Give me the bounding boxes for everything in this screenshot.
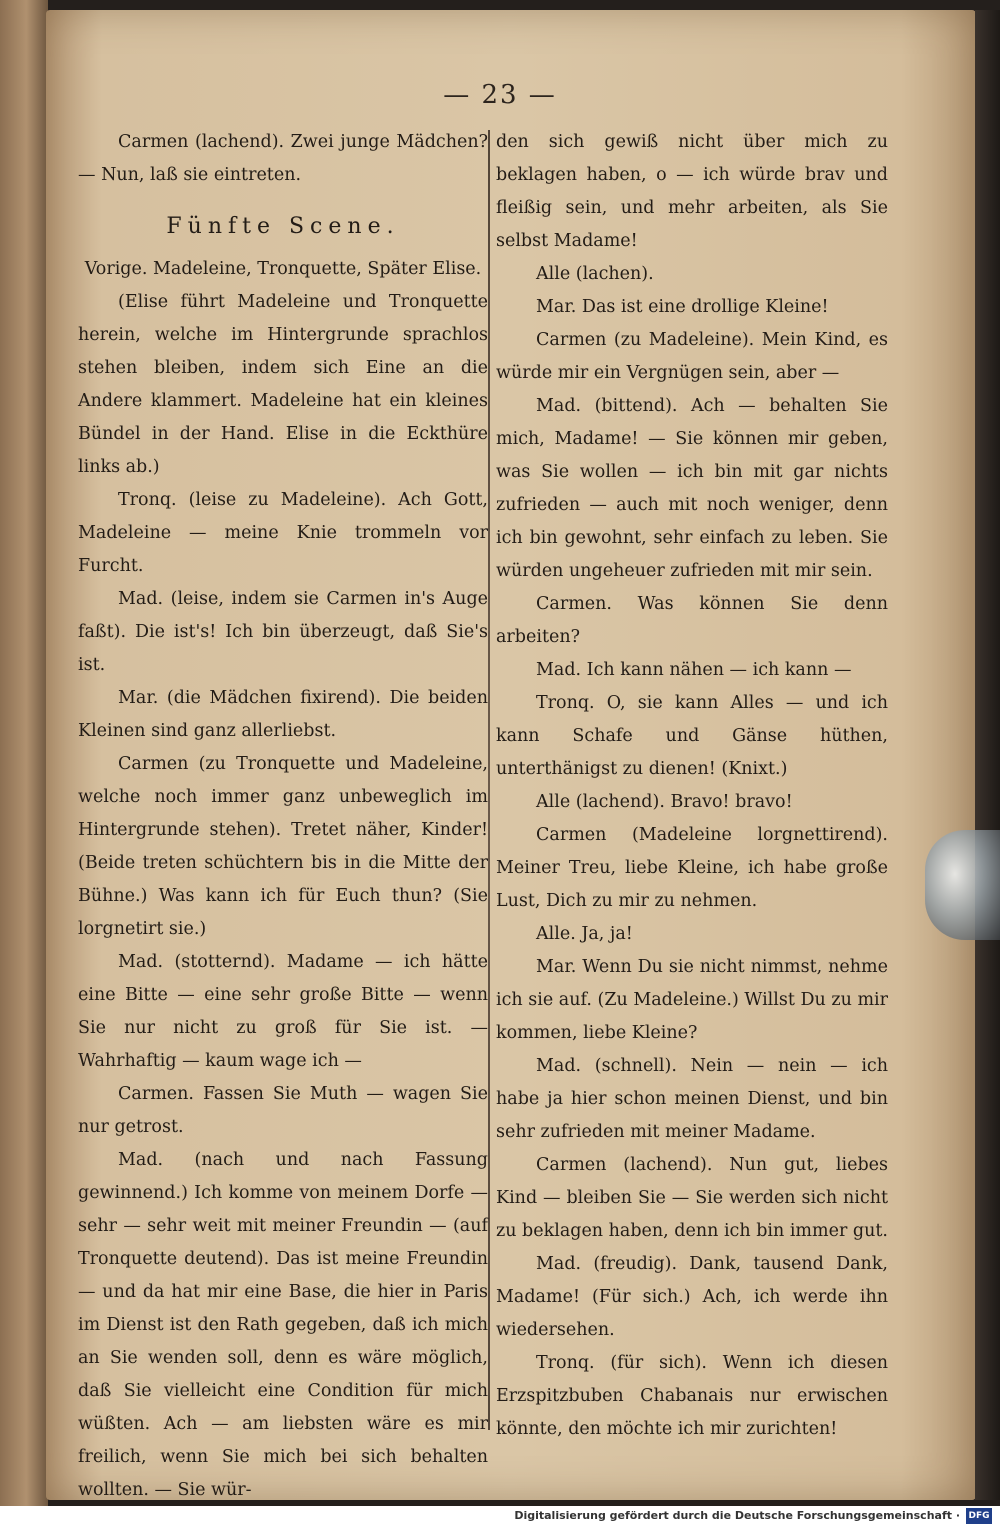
- paragraph: Tronq. (für sich). Wenn ich diesen Erzspitzbuben Chabanais nur erwischen könnte, den möchte ich mir zurichten!: [496, 1353, 888, 1439]
- paragraph: Carmen. Fassen Sie Muth — wagen Sie nur getrost.: [78, 1084, 488, 1137]
- paragraph: Carmen (zu Madeleine). Mein Kind, es würde mir ein Vergnügen sein, aber —: [496, 330, 888, 383]
- paragraph: Mad. (nach und nach Fassung gewinnend.) Ich komme von meinem Dorfe — sehr — sehr weit mit meiner Freundin — (auf Tronquette deutend). Das ist meine Freundin — und da hat mir eine Base, die hier in Paris im Dienst ist den Rath gegeben, daß ich mich an Sie wenden soll, denn es wäre möglich, daß Sie vielleicht eine Condition für mich wüßten. Ach — am liebsten wäre es mir freilich, wenn Sie mich bei sich behalten wollten. — Sie wür-: [78, 1150, 488, 1500]
- paragraph: Carmen (zu Tronquette und Madeleine, welche noch immer ganz unbeweglich im Hintergrunde stehen). Tretet näher, Kinder! (Beide treten schüchtern bis in die Mitte der Bühne.) Was kann ich für Euch thun? (Sie lorgnetirt sie.): [78, 754, 488, 939]
- glass-weight-object: [925, 830, 1000, 940]
- paragraph: Alle (lachen).: [536, 264, 654, 284]
- paragraph: Mad. Ich kann nähen — ich kann —: [536, 660, 852, 680]
- paragraph: Tronq. O, sie kann Alles — und ich kann Schafe und Gänse hüthen, unterthänigst zu dienen! (Knixt.): [496, 693, 888, 779]
- dfg-logo: DFG: [966, 1508, 992, 1524]
- paragraph: Mad. (schnell). Nein — nein — ich habe ja hier schon meinen Dienst, und bin sehr zufrieden mit meiner Madame.: [496, 1056, 888, 1142]
- paragraph: Mad. (bittend). Ach — behalten Sie mich, Madame! — Sie können mir geben, was Sie wollen — ich bin mit gar nichts zufrieden — auch mit noch weniger, denn ich bin gewohnt, sehr einfach zu leben. Sie würden ungeheuer zufrieden mit mir sein.: [496, 396, 888, 581]
- left-text-column: [78, 126, 488, 1500]
- paragraph: (Elise führt Madeleine und Tronquette herein, welche im Hintergrunde sprachlos stehen bleiben, indem sich Eine an die Andere klammert. Madeleine hat ein kleines Bündel in der Hand. Elise in die Eckthüre links ab.): [78, 292, 488, 477]
- paragraph: Fünfte Scene.: [166, 214, 400, 239]
- paragraph: Mar. Das ist eine drollige Kleine!: [536, 297, 829, 317]
- paragraph: Carmen. Was können Sie denn arbeiten?: [496, 594, 888, 647]
- paragraph: Mad. (freudig). Dank, tausend Dank, Madame! (Für sich.) Ach, ich werde ihn wiedersehen.: [496, 1254, 888, 1340]
- paragraph: den sich gewiß nicht über mich zu beklagen haben, o — ich würde brav und fleißig sein, und mehr arbeiten, als Sie selbst Madame!: [496, 132, 888, 251]
- paragraph: Mar. Wenn Du sie nicht nimmst, nehme ich sie auf. (Zu Madeleine.) Willst Du zu mir kommen, liebe Kleine?: [496, 957, 888, 1043]
- paragraph: Alle (lachend). Bravo! bravo!: [536, 792, 793, 812]
- paragraph: Mad. (stotternd). Madame — ich hätte eine Bitte — eine sehr große Bitte — wenn Sie nur nicht zu groß für Sie ist. — Wahrhaftig — kaum wage ich —: [78, 952, 488, 1071]
- paragraph: Alle. Ja, ja!: [536, 924, 633, 944]
- footer-credit: Digitalisierung gefördert durch die Deutsche Forschungsgemeinschaft ·: [514, 1509, 960, 1522]
- right-page-shadow: [975, 10, 1000, 1500]
- right-text-column: [496, 126, 888, 1446]
- left-page-edge: [0, 0, 48, 1528]
- paragraph: Tronq. (leise zu Madeleine). Ach Gott, Madeleine — meine Knie trommeln vor Furcht.: [78, 490, 488, 576]
- paragraph: Mad. (leise, indem sie Carmen in's Auge faßt). Die ist's! Ich bin überzeugt, daß Sie's ist.: [78, 589, 488, 675]
- paragraph: Carmen (Madeleine lorgnettirend). Meiner Treu, liebe Kleine, ich habe große Lust, Dich zu mir zu nehmen.: [496, 825, 888, 911]
- paragraph: Carmen (lachend). Zwei junge Mädchen? — Nun, laß sie eintreten.: [78, 132, 488, 185]
- page-number: — 23 —: [443, 80, 557, 110]
- column-divider: [488, 130, 490, 1430]
- paragraph: Mar. (die Mädchen fixirend). Die beiden Kleinen sind ganz allerliebst.: [78, 688, 488, 741]
- paragraph: Vorige. Madeleine, Tronquette, Später Elise.: [84, 259, 482, 279]
- paragraph: Carmen (lachend). Nun gut, liebes Kind — bleiben Sie — Sie werden sich nicht zu beklagen haben, denn ich bin immer gut.: [496, 1155, 888, 1241]
